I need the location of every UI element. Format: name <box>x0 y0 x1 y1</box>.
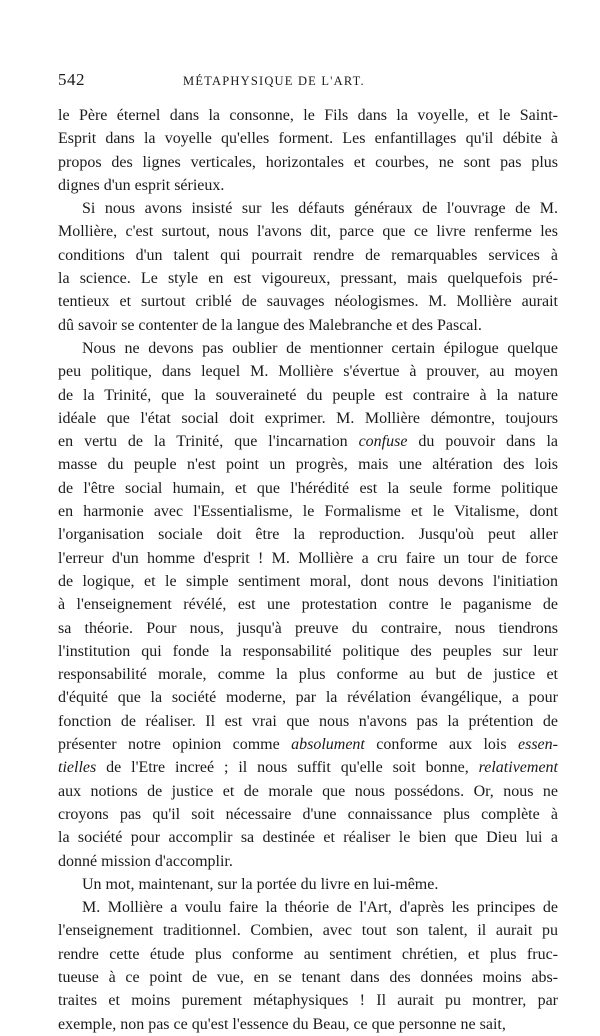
text-run: masse du peuple n'est point un progrès, mais une altération des lois <box>58 456 558 474</box>
text-line <box>58 337 558 360</box>
text-run: peu politique, dans lequel M. Mollière s'évertue à prouver, au moyen <box>58 363 558 381</box>
text-line <box>58 570 558 593</box>
text-line <box>58 477 558 500</box>
text-run: d'équité que la société moderne, par la révélation évangélique, a pour <box>58 689 558 707</box>
page-number: 542 <box>58 70 85 89</box>
paragraph <box>58 104 558 197</box>
text-run: idéale que l'état social doit exprimer. M. Mollière démontre, toujours <box>58 409 558 427</box>
text-run: donné mission d'accomplir. <box>58 852 233 870</box>
text-run: de logique, et le simple sentiment moral, dont nous devons l'initiation <box>58 572 558 590</box>
text-line <box>58 290 558 313</box>
text-run: exemple, non pas ce qu'est l'essence du Beau, ce que personne ne sait, <box>58 1015 506 1033</box>
text-run: M. Mollière a voulu faire la théorie de l'Art, d'après les principes de <box>82 899 558 917</box>
text-run: Mollière, c'est surtout, nous l'avons dit, parce que ce livre renferme les <box>58 223 558 241</box>
text-line <box>58 197 558 220</box>
text-line <box>58 220 558 243</box>
text-run: Nous ne devons pas oublier de mentionner certain épilogue quelque <box>82 339 558 357</box>
text-run: tueuse à ce point de vue, en se tenant dans des données moins abs- <box>58 968 558 986</box>
text-run: le Père éternel dans la consonne, le Fils dans la voyelle, et le Saint- <box>58 107 558 124</box>
text-line <box>58 873 558 896</box>
text-run: conforme aux lois <box>364 736 518 754</box>
text-line <box>58 780 558 803</box>
text-run: Esprit dans la voyelle qu'elles forment. Les enfantillages qu'il débite à <box>58 130 558 148</box>
text-line <box>58 314 558 337</box>
paragraph <box>58 337 558 873</box>
paragraph <box>58 873 558 896</box>
text-run: rendre cette étude plus conforme au sentiment chrétien, et plus fruc- <box>58 945 558 963</box>
text-run: croyons pas qu'il soit nécessaire d'une connaissance plus complète à <box>58 805 558 823</box>
text-run: à l'enseignement révélé, est une protestation contre le paganisme de <box>58 596 558 614</box>
text-run: sa théorie. Pour nous, jusqu'à preuve du contraire, nous tiendrons <box>58 619 558 637</box>
text-line <box>58 500 558 523</box>
running-title: MÉTAPHYSIQUE DE L'ART. <box>183 74 365 88</box>
text-run: la science. Le style en est vigoureux, pressant, mais quelquefois pré- <box>58 270 558 288</box>
paragraph <box>58 197 558 337</box>
text-run: Si nous avons insisté sur les défauts généraux de l'ouvrage de M. <box>82 200 558 218</box>
text-line <box>58 360 558 383</box>
text-line <box>58 1013 558 1036</box>
text-run: présenter notre opinion comme <box>58 736 292 754</box>
text-run: l'organisation sociale doit être la reproduction. Jusqu'où peut aller <box>58 526 558 544</box>
text-run: aux notions de justice et de morale que nous possédons. Or, nous ne <box>58 782 558 800</box>
text-run: dû savoir se contenter de la langue des Malebranche et des Pascal. <box>58 316 482 334</box>
text-line <box>58 430 558 453</box>
text-line <box>58 943 558 966</box>
text-run: dignes d'un esprit sérieux. <box>58 176 225 194</box>
text-line <box>58 756 558 779</box>
text-line <box>58 966 558 989</box>
text-line <box>58 826 558 849</box>
paragraph <box>58 896 558 1036</box>
text-run: en harmonie avec l'Essentialisme, le Formalisme et le Vitalisme, dont <box>58 503 558 521</box>
text-line <box>58 989 558 1012</box>
text-run: de l'être social humain, et que l'hérédité est la seule forme politique <box>58 479 558 497</box>
text-line <box>58 453 558 476</box>
text-line <box>58 244 558 267</box>
italic-text: confuse <box>358 433 408 451</box>
text-run: l'institution qui fonde la responsabilité politique des peuples sur leur <box>58 642 558 660</box>
text-run: en vertu de la Trinité, que l'incarnation <box>58 433 359 451</box>
text-line <box>58 267 558 290</box>
text-line <box>58 593 558 616</box>
text-line <box>58 803 558 826</box>
italic-text: absolument <box>291 736 365 754</box>
text-run: tentieux et surtout criblé de sauvages néologismes. M. Mollière aurait <box>58 293 558 311</box>
text-line <box>58 547 558 570</box>
italic-text: relativement <box>478 759 558 777</box>
text-run: du pouvoir dans la <box>407 433 558 451</box>
running-head <box>58 70 558 92</box>
text-run: responsabilité morale, comme la plus conforme au but de justice et <box>58 666 558 684</box>
text-line <box>58 686 558 709</box>
text-line <box>58 617 558 640</box>
text-run: de l'Etre increé ; il nous suffit qu'elle soit bonne, <box>96 759 479 777</box>
text-run: traites et moins purement métaphysiques ! Il aurait pu montrer, par <box>58 992 558 1010</box>
text-line <box>58 384 558 407</box>
text-line <box>58 640 558 663</box>
text-line <box>58 850 558 873</box>
text-run: fonction de réaliser. Il est vrai que nous n'avons pas la prétention de <box>58 712 558 730</box>
text-line <box>58 919 558 942</box>
text-run: la société pour accomplir sa destinée et réaliser le bien que Dieu lui a <box>58 829 558 847</box>
text-line <box>58 896 558 919</box>
text-run: Un mot, maintenant, sur la portée du livre en lui-même. <box>82 875 439 893</box>
italic-text: essen- <box>518 736 558 754</box>
text-line <box>58 407 558 430</box>
text-line <box>58 151 558 174</box>
text-line <box>58 127 558 150</box>
text-line <box>58 663 558 686</box>
italic-text: tielles <box>58 759 97 777</box>
text-run: l'enseignement traditionnel. Combien, avec tout son talent, il aurait pu <box>58 922 558 940</box>
text-line <box>58 174 558 197</box>
body-text <box>58 104 558 1036</box>
text-line <box>58 733 558 756</box>
text-run: conditions d'un talent qui pourrait rendre de remarquables services à <box>58 246 558 264</box>
text-run: propos des lignes verticales, horizontales et courbes, ne sont pas plus <box>58 153 558 171</box>
text-line <box>58 523 558 546</box>
text-run: l'erreur d'un homme d'esprit ! M. Mollière a cru faire un tour de force <box>58 549 558 567</box>
text-line <box>58 104 558 127</box>
text-line <box>58 710 558 733</box>
text-run: de la Trinité, que la souveraineté du peuple est contraire à la nature <box>58 386 558 404</box>
